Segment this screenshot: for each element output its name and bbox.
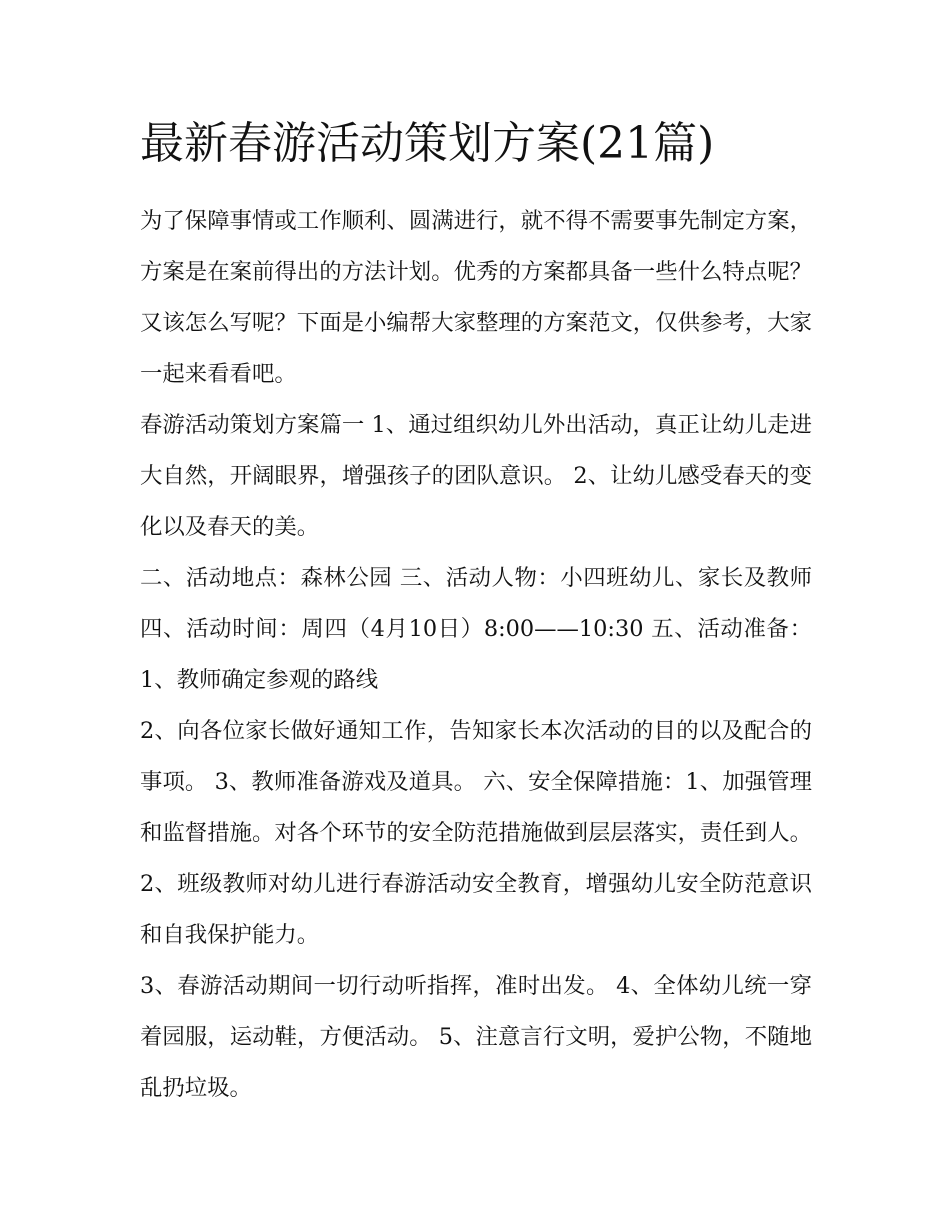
paragraph-plan-goals: 春游活动策划方案篇一 1、通过组织幼儿外出活动，真正让幼儿走进大自然，开阔眼界，增强孩子的团队意识。 2、让幼儿感受春天的变化以及春天的美。 [140, 412, 812, 540]
paragraph-intro: 为了保障事情或工作顺利、圆满进行，就不得不需要事先制定方案，方案是在案前得出的方法计划。优秀的方案都具备一些什么特点呢？又该怎么写呢？下面是小编帮大家整理的方案范文，仅供参考，大家一起来看看吧。 [140, 208, 812, 387]
document-body [140, 112, 812, 1114]
document-title: 最新春游活动策划方案(21篇) [140, 118, 715, 169]
paragraph-plan-details: 二、活动地点：森林公园 三、活动人物：小四班幼儿、家长及教师 四、活动时间：周四（4月10日）8:00——10:30 五、活动准备： 1、教师确定参观的路线 [140, 565, 812, 693]
paragraph-preparation-safety: 2、向各位家长做好通知工作，告知家长本次活动的目的以及配合的事项。 3、教师准备游戏及道具。 六、安全保障措施：1、加强管理和监督措施。对各个环节的安全防范措施做到层层落实，责任到人。 2、班级教师对幼儿进行春游活动安全教育，增强幼儿安全防范意识和自我保护能力。 [140, 718, 812, 948]
paragraph-rules: 3、春游活动期间一切行动听指挥，准时出发。 4、全体幼儿统一穿着园服，运动鞋，方便活动。 5、注意言行文明，爱护公物，不随地乱扔垃圾。 [140, 973, 812, 1101]
